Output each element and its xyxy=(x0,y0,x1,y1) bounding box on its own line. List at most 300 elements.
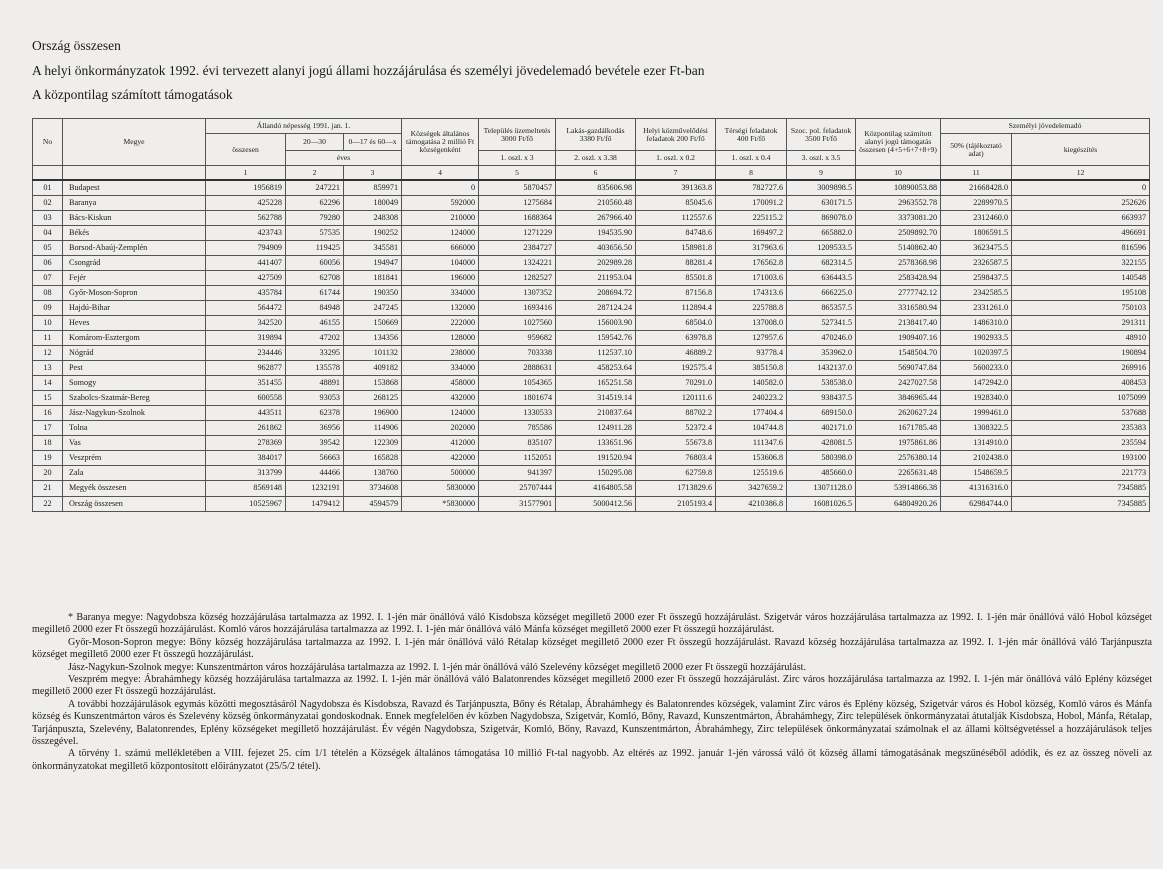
table-cell: 408453 xyxy=(1012,376,1150,391)
table-cell: 1307352 xyxy=(479,286,556,301)
table-cell: 247221 xyxy=(286,180,344,196)
table-cell: 114906 xyxy=(344,421,402,436)
table-body xyxy=(33,180,1150,512)
header-helyi: Helyi közművelődési feladatok 200 Ft/fő xyxy=(636,119,716,151)
table-cell: 443511 xyxy=(206,406,286,421)
header-no: No xyxy=(33,119,63,166)
table-cell: 1308322.5 xyxy=(941,421,1012,436)
table-cell: 835107 xyxy=(479,436,556,451)
table-cell: 835606.98 xyxy=(556,180,636,196)
table-cell: 1282527 xyxy=(479,271,556,286)
table-cell: 422000 xyxy=(402,451,479,466)
header-tersegi: Térségi feladatok 400 Ft/fő xyxy=(716,119,787,151)
table-cell: 1956819 xyxy=(206,180,286,196)
table-cell: 269916 xyxy=(1012,361,1150,376)
row-county-name: Ország összesen xyxy=(63,496,206,512)
table-cell: 128000 xyxy=(402,331,479,346)
table-cell: 84748.6 xyxy=(636,226,716,241)
table-cell: 682314.5 xyxy=(787,256,856,271)
table-cell: 104000 xyxy=(402,256,479,271)
row-number: 02 xyxy=(33,196,63,211)
table-cell: 171003.6 xyxy=(716,271,787,286)
table-cell: 3846965.44 xyxy=(856,391,941,406)
table-cell: 137008.0 xyxy=(716,316,787,331)
footnote-paragraph: Győr-Moson-Sopron megye: Bőny község hozzájárulása tartalmazza az 1992. I. 1-jén már önállóvá váló Rétalap községet megillető 2000 ezer Ft összegű hozzájárulást. Ravazd község hozzájárulása tartalmazza az 1992. I. 1-jén már önállóvá váló Tarjánpuszta községet megillető 2000 ezer Ft összegű hozzájárulást. xyxy=(32,636,1152,661)
table-cell: 1928340.0 xyxy=(941,391,1012,406)
table-cell: 225788.8 xyxy=(716,301,787,316)
row-number: 14 xyxy=(33,376,63,391)
table-cell: 62296 xyxy=(286,196,344,211)
table-cell: 3623475.5 xyxy=(941,241,1012,256)
table-cell: 351455 xyxy=(206,376,286,391)
table-cell: 208694.72 xyxy=(556,286,636,301)
data-table xyxy=(32,118,1150,512)
table-cell: 2583428.94 xyxy=(856,271,941,286)
column-number: 10 xyxy=(856,166,941,181)
table-row xyxy=(33,331,1150,346)
table-cell: 317963.6 xyxy=(716,241,787,256)
table-cell: 122309 xyxy=(344,436,402,451)
table-cell: 104744.8 xyxy=(716,421,787,436)
table-row xyxy=(33,406,1150,421)
table-row xyxy=(33,361,1150,376)
header-allando-group: Állandó népesség 1991. jan. 1. xyxy=(206,119,402,134)
row-county-name: Zala xyxy=(63,466,206,481)
header-szoc: Szoc. pol. feladatok 3500 Ft/fő xyxy=(787,119,856,151)
table-cell: 1232191 xyxy=(286,481,344,497)
table-cell: 193100 xyxy=(1012,451,1150,466)
table-cell: 192575.4 xyxy=(636,361,716,376)
header-helyi-formula: 1. oszl. x 0.2 xyxy=(636,151,716,166)
row-county-name: Tolna xyxy=(63,421,206,436)
footnote-paragraph: Jász-Nagykun-Szolnok megye: Kunszentmárton város hozzájárulása tartalmazza az 1992. I. 1-jén már önállóvá váló Szelevény községet megillető 2000 ezer Ft összegű hozzájárulást. xyxy=(68,661,806,673)
row-county-name: Komárom-Esztergom xyxy=(63,331,206,346)
column-number-row xyxy=(33,166,1150,181)
table-cell: 941397 xyxy=(479,466,556,481)
table-cell: 527341.5 xyxy=(787,316,856,331)
table-cell: 1027560 xyxy=(479,316,556,331)
table-cell: 85045.6 xyxy=(636,196,716,211)
table-cell: 21668428.0 xyxy=(941,180,1012,196)
table-cell: 485660.0 xyxy=(787,466,856,481)
table-cell: 135578 xyxy=(286,361,344,376)
table-cell: 247245 xyxy=(344,301,402,316)
table-cell: 1330533 xyxy=(479,406,556,421)
table-cell: 16081026.5 xyxy=(787,496,856,512)
table-cell: 190252 xyxy=(344,226,402,241)
table-cell: 70291.0 xyxy=(636,376,716,391)
table-cell: 190350 xyxy=(344,286,402,301)
table-cell: 2265631.48 xyxy=(856,466,941,481)
table-cell: 1486310.0 xyxy=(941,316,1012,331)
table-cell: 112557.6 xyxy=(636,211,716,226)
table-cell: 39542 xyxy=(286,436,344,451)
table-cell: 124000 xyxy=(402,406,479,421)
table-cell: 124911.28 xyxy=(556,421,636,436)
table-cell: 165828 xyxy=(344,451,402,466)
table-cell: 1806591.5 xyxy=(941,226,1012,241)
table-cell: *5830000 xyxy=(402,496,479,512)
table-cell: 120111.6 xyxy=(636,391,716,406)
table-cell: 403656.50 xyxy=(556,241,636,256)
table-cell: 85501.8 xyxy=(636,271,716,286)
table-cell: 0 xyxy=(402,180,479,196)
table-cell: 191520.94 xyxy=(556,451,636,466)
table-cell: 7345885 xyxy=(1012,496,1150,512)
table-cell: 112894.4 xyxy=(636,301,716,316)
table-cell: 140548 xyxy=(1012,271,1150,286)
footnotes xyxy=(32,612,1152,773)
table-cell: 630171.5 xyxy=(787,196,856,211)
row-county-name: Csongrád xyxy=(63,256,206,271)
table-cell: 87156.8 xyxy=(636,286,716,301)
table-cell: 1975861.86 xyxy=(856,436,941,451)
row-county-name: Budapest xyxy=(63,180,206,196)
table-cell: 5000412.56 xyxy=(556,496,636,512)
table-row xyxy=(33,346,1150,361)
table-cell: 1902933.5 xyxy=(941,331,1012,346)
table-cell: 169497.2 xyxy=(716,226,787,241)
table-cell: 177404.4 xyxy=(716,406,787,421)
table-cell: 210837.64 xyxy=(556,406,636,421)
table-cell: 196000 xyxy=(402,271,479,286)
column-number: 9 xyxy=(787,166,856,181)
table-cell: 52372.4 xyxy=(636,421,716,436)
row-county-name: Somogy xyxy=(63,376,206,391)
header-kozsegek: Községek általános támogatása 2 millió Ft községenként xyxy=(402,119,479,166)
table-cell: 869078.0 xyxy=(787,211,856,226)
table-cell: 636443.5 xyxy=(787,271,856,286)
table-cell: 55673.8 xyxy=(636,436,716,451)
table-cell: 62708 xyxy=(286,271,344,286)
table-cell: 8569148 xyxy=(206,481,286,497)
table-cell: 225115.2 xyxy=(716,211,787,226)
table-cell: 150669 xyxy=(344,316,402,331)
table-row xyxy=(33,180,1150,196)
table-cell: 2342585.5 xyxy=(941,286,1012,301)
table-cell: 750103 xyxy=(1012,301,1150,316)
table-cell: 150295.08 xyxy=(556,466,636,481)
header-lakas-formula: 2. oszl. x 3.38 xyxy=(556,151,636,166)
table-cell: 101132 xyxy=(344,346,402,361)
header-line-2: A helyi önkormányzatok 1992. évi tervezett alanyi jogú állami hozzájárulása és személyi jövedelemadó bevétele ezer Ft-ban xyxy=(32,63,705,78)
table-cell: 500000 xyxy=(402,466,479,481)
table-cell: 1909407.16 xyxy=(856,331,941,346)
table-cell: 68504.0 xyxy=(636,316,716,331)
table-cell: 196900 xyxy=(344,406,402,421)
table-cell: 62378 xyxy=(286,406,344,421)
table-cell: 794909 xyxy=(206,241,286,256)
table-cell: 458000 xyxy=(402,376,479,391)
table-cell: 425228 xyxy=(206,196,286,211)
table-cell: 174313.6 xyxy=(716,286,787,301)
row-number: 17 xyxy=(33,421,63,436)
row-number: 13 xyxy=(33,361,63,376)
table-cell: 211953.04 xyxy=(556,271,636,286)
table-cell: 319894 xyxy=(206,331,286,346)
row-county-name: Borsod-Abaúj-Zemplén xyxy=(63,241,206,256)
table-row xyxy=(33,256,1150,271)
table-cell: 261862 xyxy=(206,421,286,436)
table-cell: 2102438.0 xyxy=(941,451,1012,466)
table-cell: 46155 xyxy=(286,316,344,331)
table-cell: 5690747.84 xyxy=(856,361,941,376)
footnote-paragraph: A törvény 1. számú mellékletében a VIII. fejezet 25. cím 1/1 tételén a Községek általános támogatása 10 millió Ft-tal nagyobb. Az eltérés az 1992. január 1-jén várossá váló öt község állami támogatásának megszűnéséből adódik, és ez az összeg növeli az önkormányzatokat megillető központosított előirányzatot (25/5/2 tétel). xyxy=(32,748,1152,772)
table-cell: 342520 xyxy=(206,316,286,331)
table-row xyxy=(33,421,1150,436)
row-county-name: Fejér xyxy=(63,271,206,286)
table-cell: 47202 xyxy=(286,331,344,346)
table-cell: 134356 xyxy=(344,331,402,346)
table-cell: 428081.5 xyxy=(787,436,856,451)
table-row xyxy=(33,436,1150,451)
table-cell: 1075099 xyxy=(1012,391,1150,406)
table-row xyxy=(33,376,1150,391)
row-number: 09 xyxy=(33,301,63,316)
table-cell: 1275684 xyxy=(479,196,556,211)
column-number: 5 xyxy=(479,166,556,181)
table-cell: 1054365 xyxy=(479,376,556,391)
column-number: 3 xyxy=(344,166,402,181)
table-cell: 158981.8 xyxy=(636,241,716,256)
column-number: 12 xyxy=(1012,166,1150,181)
table-cell: 314519.14 xyxy=(556,391,636,406)
table-cell: 313799 xyxy=(206,466,286,481)
table-cell: 2427027.58 xyxy=(856,376,941,391)
table-cell: 195108 xyxy=(1012,286,1150,301)
header-szja-group: Személyi jövedelemadó xyxy=(941,119,1150,134)
table-cell: 238000 xyxy=(402,346,479,361)
table-cell: 7345885 xyxy=(1012,481,1150,497)
row-county-name: Hajdú-Bihar xyxy=(63,301,206,316)
header-szoc-formula: 3. oszl. x 3.5 xyxy=(787,151,856,166)
table-row xyxy=(33,316,1150,331)
table-cell: 88702.2 xyxy=(636,406,716,421)
table-cell: 202989.28 xyxy=(556,256,636,271)
table-cell: 234446 xyxy=(206,346,286,361)
row-county-name: Szabolcs-Szatmár-Bereg xyxy=(63,391,206,406)
table-cell: 666225.0 xyxy=(787,286,856,301)
table-cell: 1479412 xyxy=(286,496,344,512)
table-cell: 33295 xyxy=(286,346,344,361)
table-cell: 13071128.0 xyxy=(787,481,856,497)
table-cell: 84948 xyxy=(286,301,344,316)
table-row xyxy=(33,301,1150,316)
header-telepules-formula: 1. oszl. x 3 xyxy=(479,151,556,166)
table-cell: 412000 xyxy=(402,436,479,451)
table-cell: 865357.5 xyxy=(787,301,856,316)
row-number: 18 xyxy=(33,436,63,451)
table-cell: 458253.64 xyxy=(556,361,636,376)
table-cell: 1999461.0 xyxy=(941,406,1012,421)
table-cell: 385150.8 xyxy=(716,361,787,376)
table-cell: 190894 xyxy=(1012,346,1150,361)
table-cell: 1671785.48 xyxy=(856,421,941,436)
table-cell: 562788 xyxy=(206,211,286,226)
table-cell: 112537.10 xyxy=(556,346,636,361)
row-number: 05 xyxy=(33,241,63,256)
table-cell: 1801674 xyxy=(479,391,556,406)
table-cell: 53914866.38 xyxy=(856,481,941,497)
table-cell: 278369 xyxy=(206,436,286,451)
header-lakas: Lakás-gazdálkodás 3380 Ft/fő xyxy=(556,119,636,151)
column-number: 6 xyxy=(556,166,636,181)
table-cell: 267966.40 xyxy=(556,211,636,226)
table-cell: 111347.6 xyxy=(716,436,787,451)
row-county-name: Veszprém xyxy=(63,451,206,466)
row-county-name: Győr-Moson-Sopron xyxy=(63,286,206,301)
table-cell: 564472 xyxy=(206,301,286,316)
table-cell: 1020397.5 xyxy=(941,346,1012,361)
row-number: 11 xyxy=(33,331,63,346)
header-szja-50: 50% (tájékoztató adat) xyxy=(941,134,1012,166)
table-cell: 402171.0 xyxy=(787,421,856,436)
table-cell: 291311 xyxy=(1012,316,1150,331)
table-cell: 2509892.70 xyxy=(856,226,941,241)
table-cell: 210560.48 xyxy=(556,196,636,211)
table-cell: 41316316.0 xyxy=(941,481,1012,497)
table-cell: 93778.4 xyxy=(716,346,787,361)
table-cell: 2578368.98 xyxy=(856,256,941,271)
header-eves: éves xyxy=(286,151,402,166)
table-cell: 10890053.88 xyxy=(856,180,941,196)
row-number: 15 xyxy=(33,391,63,406)
table-cell: 248308 xyxy=(344,211,402,226)
table-cell: 5600233.0 xyxy=(941,361,1012,376)
table-cell: 62984744.0 xyxy=(941,496,1012,512)
table-cell: 1693416 xyxy=(479,301,556,316)
table-cell: 537688 xyxy=(1012,406,1150,421)
row-county-name: Jász-Nagykun-Szolnok xyxy=(63,406,206,421)
table-cell: 782727.6 xyxy=(716,180,787,196)
row-number: 22 xyxy=(33,496,63,512)
header-line-3: A központilag számított támogatások xyxy=(32,87,233,102)
table-cell: 268125 xyxy=(344,391,402,406)
table-cell: 3316580.94 xyxy=(856,301,941,316)
column-number: 2 xyxy=(286,166,344,181)
table-cell: 181841 xyxy=(344,271,402,286)
table-cell: 1548659.5 xyxy=(941,466,1012,481)
table-cell: 816596 xyxy=(1012,241,1150,256)
table-cell: 391363.8 xyxy=(636,180,716,196)
table-cell: 496691 xyxy=(1012,226,1150,241)
header-tersegi-formula: 1. oszl. x 0.4 xyxy=(716,151,787,166)
table-cell: 409182 xyxy=(344,361,402,376)
table-cell: 221773 xyxy=(1012,466,1150,481)
table-cell: 666000 xyxy=(402,241,479,256)
header-age-20-30: 20—30 xyxy=(286,134,344,151)
header-age-0-17: 0—17 és 60—x xyxy=(344,134,402,151)
table-cell: 962877 xyxy=(206,361,286,376)
table-cell: 46889.2 xyxy=(636,346,716,361)
table-cell: 240223.2 xyxy=(716,391,787,406)
column-number: 7 xyxy=(636,166,716,181)
row-number: 19 xyxy=(33,451,63,466)
row-county-name: Pest xyxy=(63,361,206,376)
data-table-wrapper xyxy=(32,118,1149,512)
footnote-paragraph: A további hozzájárulások egymás közötti megosztásáról Nagydobsza és Kisdobsza, Ravazd és Tarjánpuszta, Bőny és Rétalap, Ábrahámhegy és Balatonrendes községek, valamint Zirc város és Eplény község, Szigetvár város és Hobol község, Komló város és Mánfa község és Kunszentmárton város és Szelevény község önkormányzatai gondoskodnak. Ennek megfelelően év közben Nagydobsza, Szigetvár, Komló, Bőny, Ravazd, Kunszentmárton, Ábrahámhegy, Zirc települések önkormányzatai átutalják Kisdobsza, Hobol, Mánfa, Rétalap, Tarjánpuszta, Szelevény, Balatonrendes, Eplény községeket megillető hozzájárulást. Év végén Nagydobsza, Szigetvár, Komló, Bőny, Ravazd, Kunszentmárton, Ábrahámhegy, Zirc települések önkormányzatai számolnak el az állami költségvetéssel a hozzájárulások teljes összegével. xyxy=(32,698,1152,748)
table-cell: 119425 xyxy=(286,241,344,256)
table-cell: 1432137.0 xyxy=(787,361,856,376)
table-cell: 1271229 xyxy=(479,226,556,241)
table-cell: 689150.0 xyxy=(787,406,856,421)
row-number: 07 xyxy=(33,271,63,286)
table-cell: 170091.2 xyxy=(716,196,787,211)
table-cell: 353962.0 xyxy=(787,346,856,361)
header-kozpont: Központilag számított alanyi jogú támogatás összesen (4+5+6+7+8+9) xyxy=(856,119,941,166)
table-cell: 435784 xyxy=(206,286,286,301)
table-cell: 222000 xyxy=(402,316,479,331)
row-county-name: Megyék összesen xyxy=(63,481,206,497)
table-row xyxy=(33,481,1150,497)
table-cell: 36956 xyxy=(286,421,344,436)
table-cell: 2620627.24 xyxy=(856,406,941,421)
table-cell: 287124.24 xyxy=(556,301,636,316)
table-cell: 76803.4 xyxy=(636,451,716,466)
table-cell: 470246.0 xyxy=(787,331,856,346)
row-county-name: Nógrád xyxy=(63,346,206,361)
table-row xyxy=(33,226,1150,241)
column-number: 8 xyxy=(716,166,787,181)
table-cell: 2598437.5 xyxy=(941,271,1012,286)
table-cell: 56663 xyxy=(286,451,344,466)
table-cell: 165251.58 xyxy=(556,376,636,391)
table-cell: 1688364 xyxy=(479,211,556,226)
table-cell: 2384727 xyxy=(479,241,556,256)
table-cell: 2576380.14 xyxy=(856,451,941,466)
table-row xyxy=(33,496,1150,512)
table-cell: 1472942.0 xyxy=(941,376,1012,391)
row-county-name: Bács-Kiskun xyxy=(63,211,206,226)
column-number: 4 xyxy=(402,166,479,181)
table-cell: 703338 xyxy=(479,346,556,361)
table-cell: 334000 xyxy=(402,361,479,376)
table-cell: 88281.4 xyxy=(636,256,716,271)
row-county-name: Heves xyxy=(63,316,206,331)
table-cell: 48891 xyxy=(286,376,344,391)
table-cell: 3734608 xyxy=(344,481,402,497)
row-county-name: Vas xyxy=(63,436,206,451)
header-telepules: Település üzemeltetés 3000 Ft/fő xyxy=(479,119,556,151)
header-line-1: Ország összesen xyxy=(32,38,121,53)
table-cell: 0 xyxy=(1012,180,1150,196)
table-cell: 57535 xyxy=(286,226,344,241)
table-cell: 62759.8 xyxy=(636,466,716,481)
table-cell: 580398.0 xyxy=(787,451,856,466)
table-cell: 538538.0 xyxy=(787,376,856,391)
table-cell: 127957.6 xyxy=(716,331,787,346)
row-number: 16 xyxy=(33,406,63,421)
table-cell: 3427659.2 xyxy=(716,481,787,497)
table-row xyxy=(33,211,1150,226)
row-number: 04 xyxy=(33,226,63,241)
header-megye: Megye xyxy=(63,119,206,166)
table-cell: 427509 xyxy=(206,271,286,286)
table-cell: 202000 xyxy=(402,421,479,436)
footnote-paragraph: * Baranya megye: Nagydobsza község hozzájárulása tartalmazza az 1992. I. 1-jén már önállóvá váló Kisdobsza községet megillető 2000 ezer Ft összegű hozzájárulást. Szigetvár város hozzájárulása tartalmazza az 1992. I. 1-jén már önállóvá váló Hobol községet megillető 2000 ezer Ft összegű hozzájárulást. Komló város hozzájárulása tartalmazza az 1992. I. 1-jén már önállóvá váló Mánfa községet megillető 2000 ezer Ft összegű hozzájárulást. xyxy=(32,612,1152,636)
table-cell: 663937 xyxy=(1012,211,1150,226)
table-cell: 665882.0 xyxy=(787,226,856,241)
table-cell: 1713829.6 xyxy=(636,481,716,497)
table-cell: 785586 xyxy=(479,421,556,436)
table-cell: 432000 xyxy=(402,391,479,406)
table-cell: 125519.6 xyxy=(716,466,787,481)
table-cell: 235383 xyxy=(1012,421,1150,436)
table-cell: 1152051 xyxy=(479,451,556,466)
table-cell: 64804920.26 xyxy=(856,496,941,512)
header-kiegeszites: kiegészítés xyxy=(1012,134,1150,166)
table-cell: 334000 xyxy=(402,286,479,301)
